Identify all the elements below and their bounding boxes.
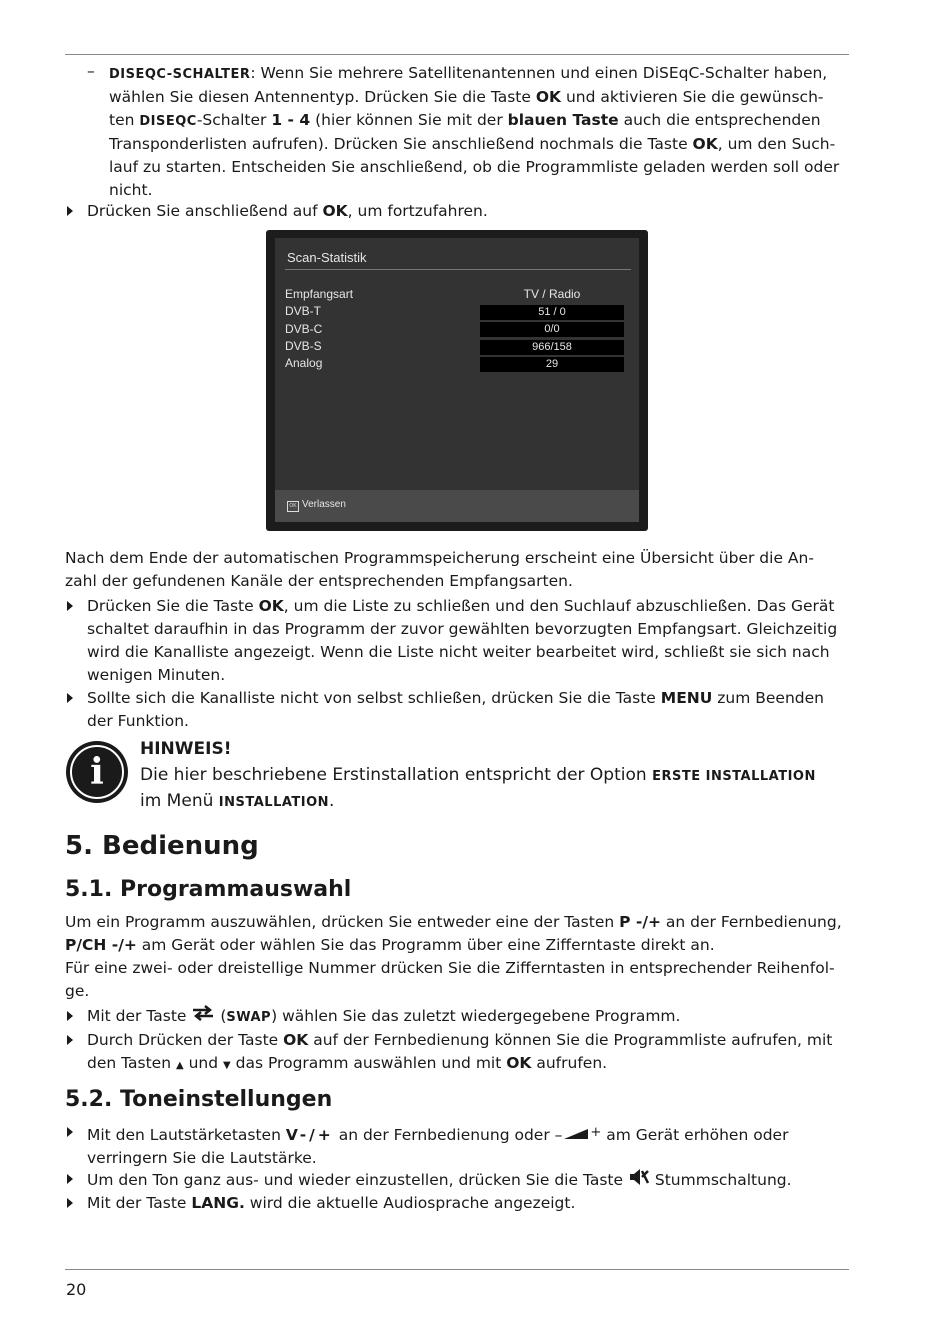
row-value: 0/0: [480, 322, 624, 337]
continue-bullet: Drücken Sie anschließend auf OK, um fortzufahren.: [87, 202, 488, 220]
section-5-1-heading: 5.1. Programmauswahl: [65, 877, 352, 902]
mute-bullet: Um den Ton ganz aus- und wieder einzustellen, drücken Sie die Taste Stummschaltung.: [87, 1168, 792, 1193]
menu-bullet: Sollte sich die Kanalliste nicht von selbst schließen, drücken Sie die Taste MENU zum Beenden der Funktion.: [87, 689, 824, 730]
row-value: 966/158: [480, 340, 624, 355]
page-number: 20: [66, 1280, 87, 1299]
tv-panel: [275, 238, 639, 522]
dash-marker: –: [87, 62, 95, 80]
row-label: DVB-T: [285, 304, 321, 318]
up-arrow-icon: ▲: [175, 1060, 184, 1071]
tv-footer-bar: [275, 490, 639, 522]
note-text: Die hier beschriebene Erstinstallation entspricht der Option ERSTE INSTALLATION im Menü INSTALLATION.: [140, 765, 816, 811]
bullet-arrow-icon: [67, 1035, 73, 1045]
lang-bullet: Mit der Taste LANG. wird die aktuelle Audiosprache angezeigt.: [87, 1194, 576, 1212]
swap-arrows-icon: [191, 1005, 215, 1028]
bullet-arrow-icon: [67, 1127, 73, 1137]
ok-key-icon: OK: [287, 501, 299, 512]
bullet-arrow-icon: [67, 601, 73, 611]
row-label: DVB-C: [285, 322, 323, 336]
exit-label: Verlassen: [302, 499, 346, 510]
row-label: DVB-S: [285, 339, 322, 353]
program-select-paragraph: Um ein Programm auszuwählen, drücken Sie entweder eine der Tasten P -/+ an der Fernbedienung, P/CH -/+ am Gerät oder wählen Sie das Programm über eine Zifferntaste direkt an. Für eine zwei- oder dreistellige Nummer drücken Sie die Zifferntasten in entsprechender Reihenfol- ge.: [65, 913, 842, 1000]
scan-statistics-screenshot: [266, 230, 648, 531]
top-rule: [65, 54, 849, 55]
note-title: HINWEIS!: [140, 739, 232, 759]
program-list-bullet: Durch Drücken der Taste OK auf der Fernbedienung können Sie die Programmliste aufrufen, mit den Tasten ▲ und ▼ das Programm auswählen und mit OK aufrufen.: [87, 1031, 833, 1072]
swap-bullet: Mit der Taste (SWAP) wählen Sie das zuletzt wiedergegebene Programm.: [87, 1005, 680, 1029]
diseqc-paragraph: DISEQC-SCHALTER: Wenn Sie mehrere Satellitenantennen und einen DiSEqC-Schalter haben, wählen Sie diesen Antennentyp. Drücken Sie die Taste OK und aktivieren Sie die gewünsch- ten DISEQC-Schalter 1 - 4 (hier können Sie mit der blauen Taste auch die entsprechenden Transponderlisten aufrufen). Drücken Sie anschließend nochmals die Taste OK, um den Such- lauf zu starten. Entscheiden Sie anschließend, ob die Programmliste geladen werden soll oder nicht.: [109, 64, 840, 199]
scan-title: Scan-Statistik: [287, 250, 367, 265]
tv-divider: [285, 269, 631, 270]
reception-type-header: Empfangsart: [285, 287, 354, 301]
bullet-arrow-icon: [67, 1011, 73, 1021]
row-label: Analog: [285, 356, 323, 370]
tv-radio-header: TV / Radio: [523, 287, 581, 301]
row-value: 51 / 0: [480, 305, 624, 320]
volume-ramp-icon: [562, 1124, 590, 1147]
section-5-heading: 5. Bedienung: [65, 831, 259, 861]
bottom-rule: [65, 1269, 849, 1270]
bullet-arrow-icon: [67, 1174, 73, 1184]
bullet-arrow-icon: [67, 1198, 73, 1208]
section-5-2-heading: 5.2. Toneinstellungen: [65, 1087, 333, 1112]
row-value: 29: [480, 357, 624, 372]
info-icon: i: [66, 741, 128, 803]
volume-bullet: Mit den Lautstärketasten V-/+ an der Fernbedienung oder – + am Gerät erhöhen oder verringern Sie die Lautstärke.: [87, 1125, 789, 1167]
close-list-bullet: Drücken Sie die Taste OK, um die Liste zu schließen und den Suchlauf abzuschließen. Das Gerät schaltet daraufhin in das Programm der zuvor gewählten bevorzugten Empfangsart. Gleichzeitig wird die Kanalliste angezeigt. Wenn die Liste nicht weiter bearbeitet wird, schließt sie sich nach wenigen Minuten.: [87, 597, 838, 684]
down-arrow-icon: ▼: [223, 1060, 231, 1071]
bullet-arrow-icon: [67, 693, 73, 703]
mute-icon: [628, 1168, 650, 1193]
bullet-arrow-icon: [67, 206, 73, 216]
overview-paragraph: Nach dem Ende der automatischen Programmspeicherung erscheint eine Übersicht über die An- zahl der gefundenen Kanäle der entsprechenden Empfangsarten.: [65, 549, 814, 590]
